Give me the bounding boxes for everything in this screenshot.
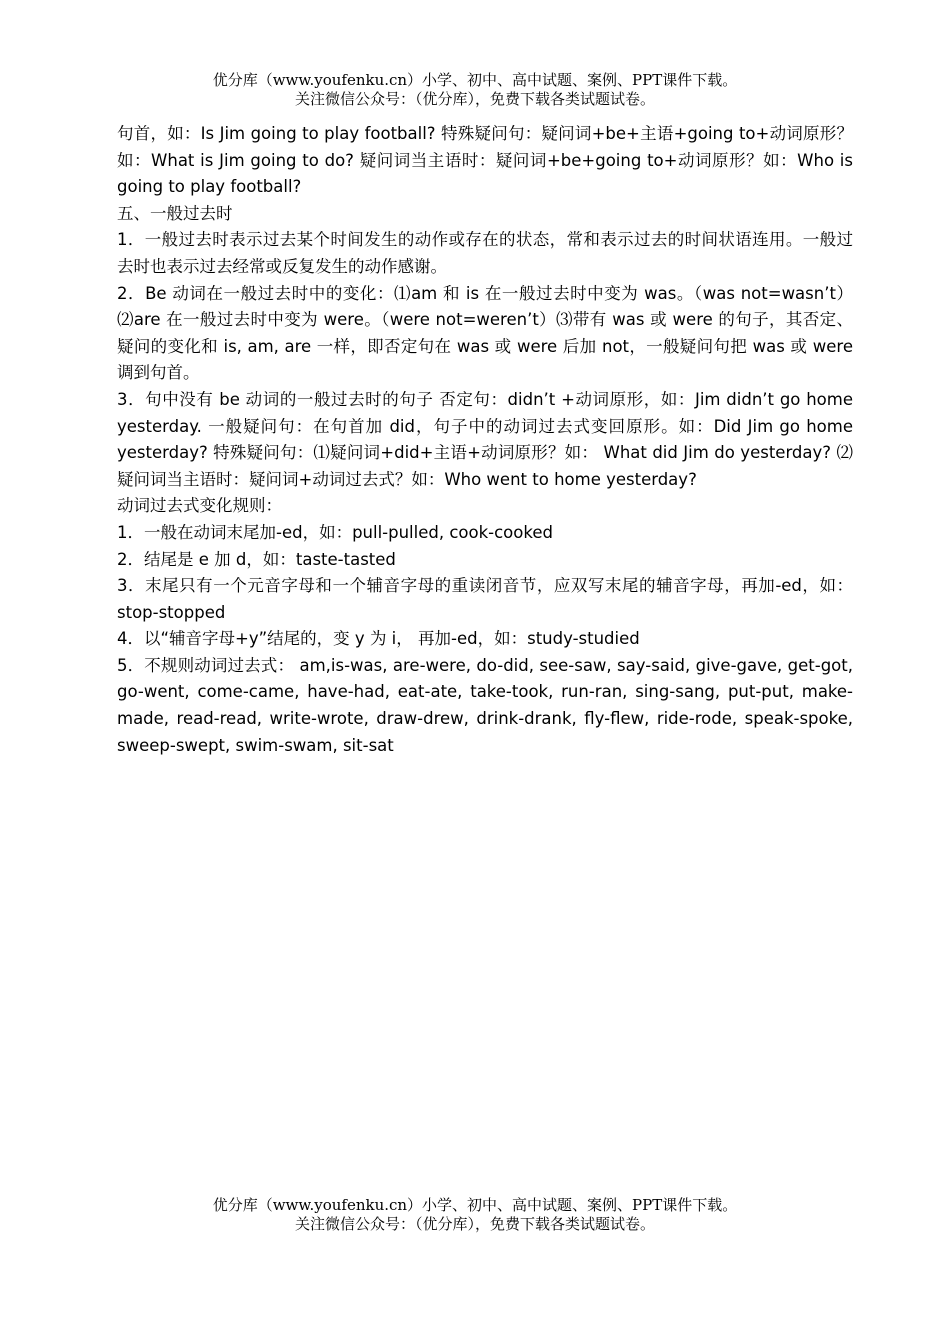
rule-1: 1．一般在动词末尾加-ed，如：pull-pulled, cook-cooked [117, 522, 553, 542]
footer-line-1: 优分库（www.youfenku.cn）小学、初中、高中试题、案例、PPT课件下载。 [212, 1196, 738, 1214]
rule-4: 4．以“辅音字母+y”结尾的，变 y 为 i， 再加-ed，如：study-studied [117, 629, 640, 649]
rule-2: 2．结尾是 e 加 d，如：taste-tasted [117, 549, 396, 569]
page-header [0, 71, 950, 109]
page-footer [0, 1196, 950, 1234]
rules-title: 动词过去式变化规则： [117, 496, 282, 516]
paragraph-be-verb-changes: 2．Be 动词在一般过去时中的变化：⑴am 和 is 在一般过去时中变为 was。（was not=wasn’t）⑵are 在一般过去时中变为 were。（were not=weren’t）⑶带有 was 或 were 的句子，其否定、疑问的变化和 is, am, are 一样，即否定句在 was 或 were 后加 not，一般疑问句把 was 或 were 调到句首。 [117, 283, 853, 383]
paragraph-going-to-questions: 句首，如：Is Jim going to play football? 特殊疑问句：疑问词+be+主语+going to+动词原形？如：What is Jim going to do? 疑问词当主语时：疑问词+be+going to+动词原形？如：Who is going to play football? [117, 124, 853, 197]
rule-3: 3．末尾只有一个元音字母和一个辅音字母的重读闭音节，应双写末尾的辅音字母，再加-ed，如：stop-stopped [117, 576, 853, 622]
paragraph-no-be-verb-sentences: 3．句中没有 be 动词的一般过去时的句子 否定句：didn’t +动词原形，如：Jim didn’t go home yesterday. 一般疑问句：在句首加 did，句子中的动词过去式变回原形。如：Did Jim go home yesterday? 特殊疑问句：⑴疑问词+did+主语+动词原形？如： What did Jim do yesterday? ⑵疑问词当主语时：疑问词+动词过去式？如：Who went to home yesterday? [117, 389, 853, 489]
header-line-1: 优分库（www.youfenku.cn）小学、初中、高中试题、案例、PPT课件下载。 [212, 71, 738, 89]
header-line-2: 关注微信公众号：（优分库），免费下载各类试题试卷。 [294, 90, 655, 108]
rule-5-irregular-verbs: 5．不规则动词过去式： am,is-was, are-were, do-did, see-saw, say-said, give-gave, get-got, go-went, come-came, have-had, eat-ate, take-took, run-ran, sing-sang, put-put, make-made, read-read, write-wrote, draw-drew, drink-drank, fly-flew, ride-rode, speak-spoke, sweep-swept, swim-swam, sit-sat [117, 655, 853, 755]
footer-line-2: 关注微信公众号：（优分库），免费下载各类试题试卷。 [294, 1215, 655, 1233]
section-title-past-tense: 五、一般过去时 [117, 203, 233, 223]
paragraph-past-tense-definition: 1．一般过去时表示过去某个时间发生的动作或存在的状态，常和表示过去的时间状语连用。一般过去时也表示过去经常或反复发生的动作感谢。 [117, 230, 853, 276]
document-body [117, 121, 853, 759]
